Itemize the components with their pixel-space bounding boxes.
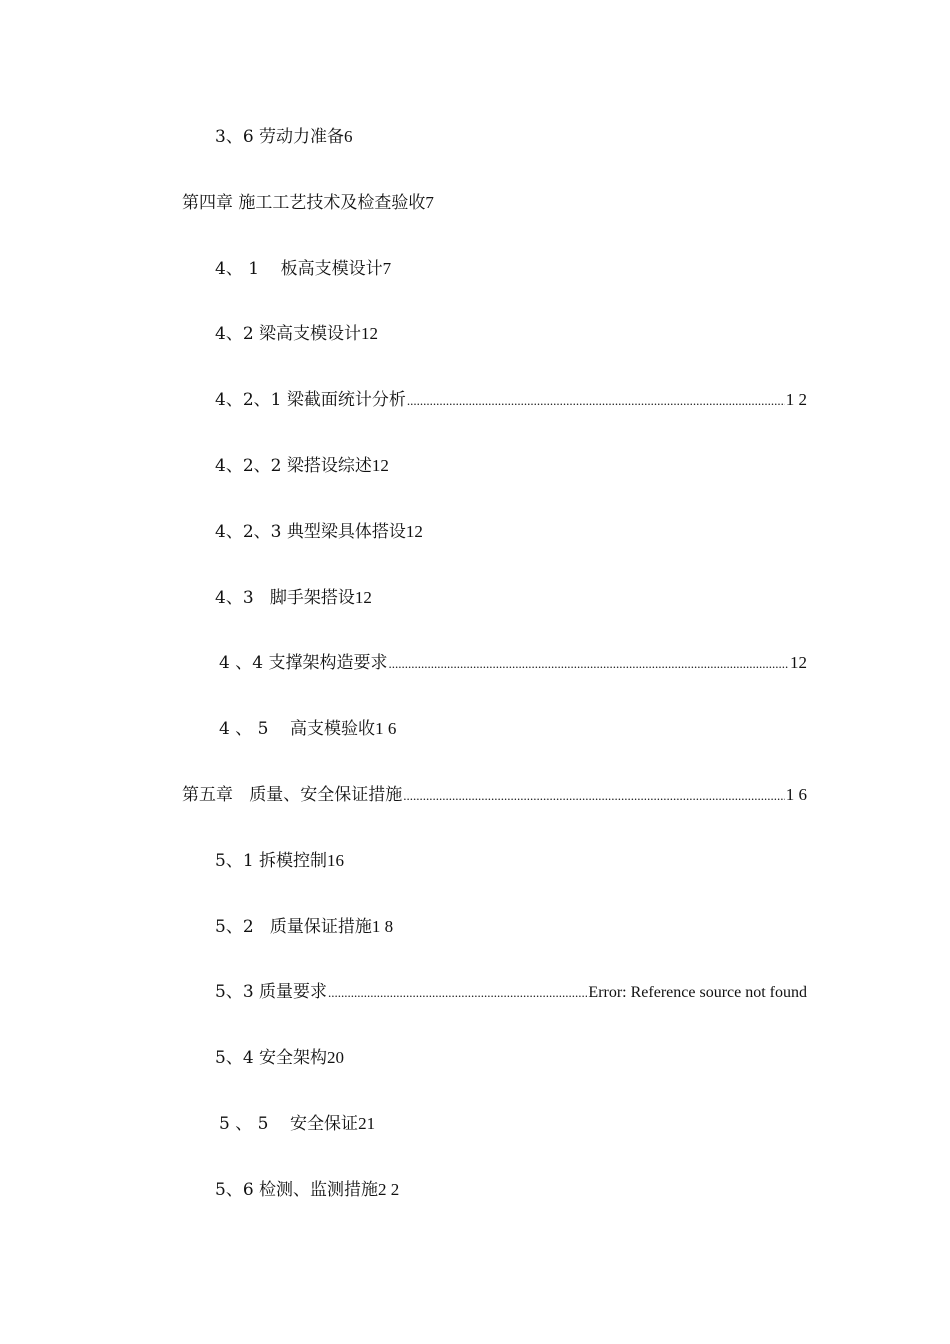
- toc-entry[interactable]: [215, 453, 389, 479]
- toc-entry[interactable]: [215, 1177, 399, 1203]
- toc-entry-chapter[interactable]: [182, 190, 434, 216]
- toc-entry-page: 21: [358, 1114, 376, 1133]
- toc-entry-title: 4、2、2 梁搭设综述: [215, 456, 372, 476]
- toc-entry[interactable]: [215, 519, 423, 545]
- toc-entry-page: 7: [425, 193, 434, 212]
- toc-entry-page-error: Error: Reference source not found: [588, 984, 807, 1001]
- toc-dot-leader: [407, 388, 785, 414]
- toc-entry-title: 5、2 质量保证措施: [215, 917, 372, 937]
- toc-entry-page: 1 2: [785, 390, 807, 409]
- toc-dot-leader: [328, 980, 587, 1006]
- toc-entry-title: 4、2、3 典型梁具体搭设: [215, 522, 406, 542]
- toc-entry[interactable]: [215, 979, 807, 1005]
- toc-entry[interactable]: [219, 1111, 375, 1137]
- toc-entry-page: 12: [354, 588, 372, 607]
- toc-entry[interactable]: [215, 1045, 344, 1071]
- toc-entry-page: 12: [405, 522, 423, 541]
- toc-entry-page: 12: [361, 324, 379, 343]
- toc-entry[interactable]: [215, 585, 372, 611]
- toc-entry-title: 3、6 劳动力准备: [215, 127, 345, 147]
- toc-entry-page: 2 2: [378, 1180, 400, 1199]
- toc-entry[interactable]: [219, 650, 807, 676]
- toc-entry-chapter[interactable]: [182, 782, 807, 808]
- toc-entry[interactable]: [219, 716, 396, 742]
- toc-entry-title: 5、1 拆模控制: [215, 851, 328, 871]
- toc-entry[interactable]: [215, 321, 378, 347]
- toc-entry-title: 5、4 安全架构: [215, 1048, 328, 1068]
- toc-entry-title: 5、3 质量要求: [215, 982, 328, 1002]
- toc-entry-page: 20: [327, 1048, 345, 1067]
- toc-entry-title: 4、2 梁高支模设计: [215, 324, 362, 344]
- toc-entry[interactable]: [215, 848, 344, 874]
- toc-entry-page: 1 6: [375, 719, 397, 738]
- toc-entry-page: 6: [344, 127, 353, 146]
- toc-entry-page: 1 6: [785, 785, 807, 804]
- toc-entry-title: 4、2、1 梁截面统计分析: [215, 390, 406, 410]
- toc-entry-title: 4、 1 板高支模设计: [215, 259, 383, 279]
- toc-entry-page: 12: [790, 653, 807, 672]
- toc-entry[interactable]: [215, 124, 353, 150]
- toc-entry-title: 5、6 检测、监测措施: [215, 1180, 379, 1200]
- toc-entry-title: 第四章 施工工艺技术及检查验收: [182, 193, 426, 213]
- toc-entry-title: 4、3 脚手架搭设: [215, 588, 355, 608]
- toc-dot-leader: [388, 651, 789, 677]
- toc-entry-page: 16: [327, 851, 345, 870]
- toc-entry-page: 12: [371, 456, 389, 475]
- toc-entry-page: 1 8: [371, 917, 394, 936]
- toc-entry[interactable]: [215, 256, 391, 282]
- toc-dot-leader: [403, 783, 785, 809]
- toc-entry[interactable]: [215, 914, 393, 940]
- toc-entry-title: 4 、 5 高支模验收: [219, 719, 376, 739]
- toc-entry-page: 7: [382, 259, 392, 278]
- toc-entry-title: 第五章 质量、安全保证措施: [182, 785, 403, 805]
- toc-entry-title: 4 、4 支撑架构造要求: [219, 653, 388, 673]
- toc-entry-title: 5 、 5 安全保证: [219, 1114, 359, 1134]
- toc-entry[interactable]: [215, 387, 807, 413]
